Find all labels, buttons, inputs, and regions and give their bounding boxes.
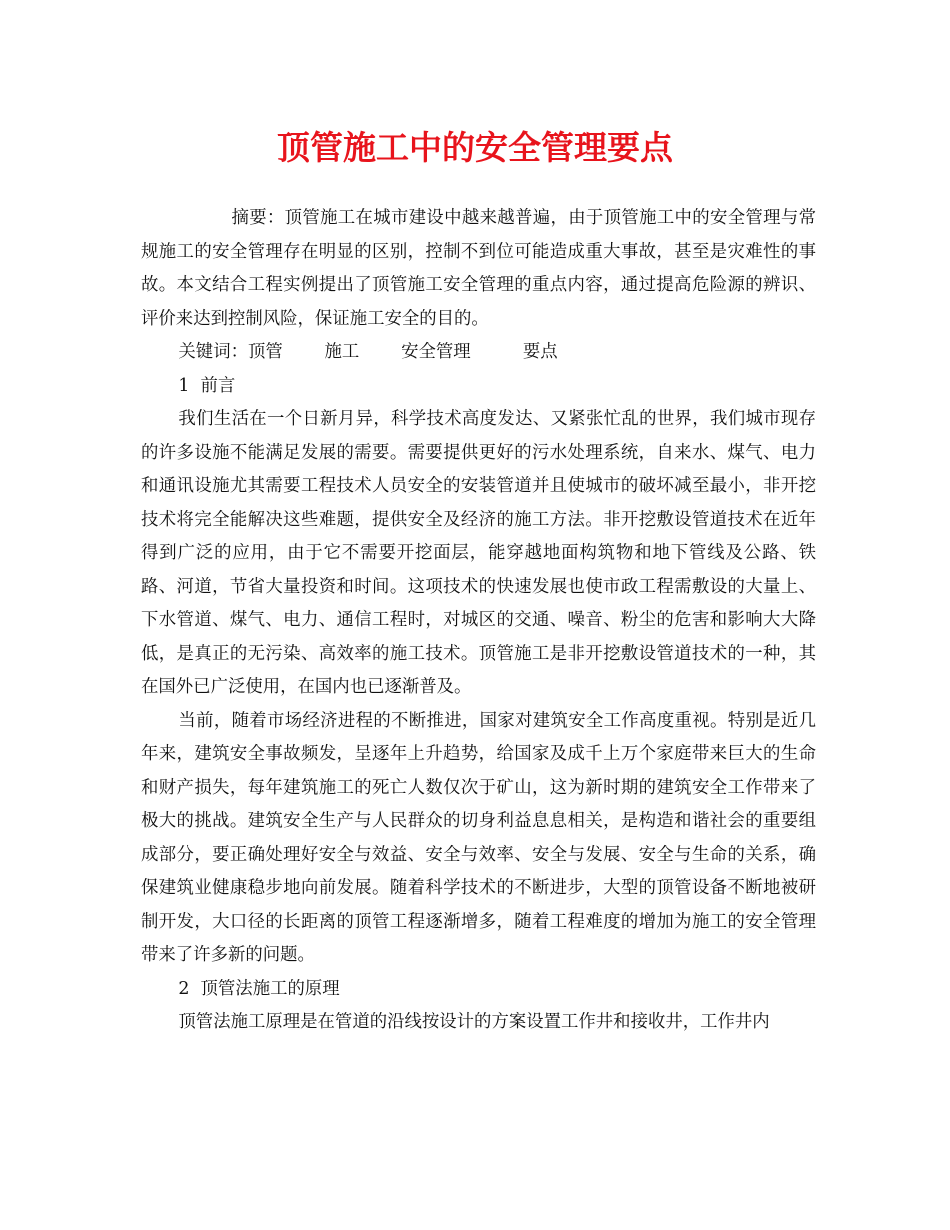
document-body	[141, 202, 816, 1040]
abstract-paragraph: 摘要：顶管施工在城市建设中越来越普遍，由于顶管施工中的安全管理与常规施工的安全管理存在明显的区别，控制不到位可能造成重大事故，甚至是灾难性的事故。本文结合工程实例提出了顶管施工安全管理的重点内容，通过提高危险源的辨识、评价来达到控制风险，保证施工安全的目的。	[141, 208, 816, 329]
keywords-line	[141, 336, 816, 370]
keyword: 施工	[324, 342, 360, 362]
keyword: 要点	[522, 342, 558, 362]
keywords-label: 关键词：	[178, 342, 248, 362]
keyword: 顶管	[247, 342, 283, 362]
section-heading-principle: 2 顶管法施工的原理	[178, 978, 340, 999]
paragraph: 当前，随着市场经济进程的不断推进，国家对建筑安全工作高度重视。特别是近几年来，建筑安全事故频发，呈逐年上升趋势，给国家及成千上万个家庭带来巨大的生命和财产损失，每年建筑施工的死亡人数仅次于矿山，这为新时期的建筑安全工作带来了极大的挑战。建筑安全生产与人民群众的切身利益息息相关，是构造和谐社会的重要组成部分，要正确处理好安全与效益、安全与效率、安全与发展、安全与生命的关系，确保建筑业健康稳步地向前发展。随着科学技术的不断进步，大型的顶管设备不断地被研制开发，大口径的长距离的顶管工程逐渐增多，随着工程难度的增加为施工的安全管理带来了许多新的问题。	[141, 710, 816, 965]
paragraph: 我们生活在一个日新月异，科学技术高度发达、又紧张忙乱的世界，我们城市现存的许多设施不能满足发展的需要。需要提供更好的污水处理系统，自来水、煤气、电力和通讯设施尤其需要工程技术人员安全的安装管道并且使城市的破坏减至最小，非开挖技术将完全能解决这些难题，提供安全及经济的施工方法。非开挖敷设管道技术在近年得到广泛的应用，由于它不需要开挖面层，能穿越地面构筑物和地下管线及公路、铁路、河道，节省大量投资和时间。这项技术的快速发展也使市政工程需敷设的大量上、下水管道、煤气、电力、通信工程时，对城区的交通、噪音、粉尘的危害和影响大大降低，是真正的无污染、高效率的施工技术。顶管施工是非开挖敷设管道技术的一种，其在国外已广泛使用，在国内也已逐渐普及。	[141, 409, 816, 697]
section-heading-introduction: 1 前言	[178, 375, 236, 396]
paragraph: 顶管法施工原理是在管道的沿线按设计的方案设置工作井和接收井，工作井内	[178, 1012, 770, 1032]
document-title: 顶管施工中的安全管理要点	[277, 128, 673, 167]
keyword: 安全管理	[401, 342, 471, 362]
